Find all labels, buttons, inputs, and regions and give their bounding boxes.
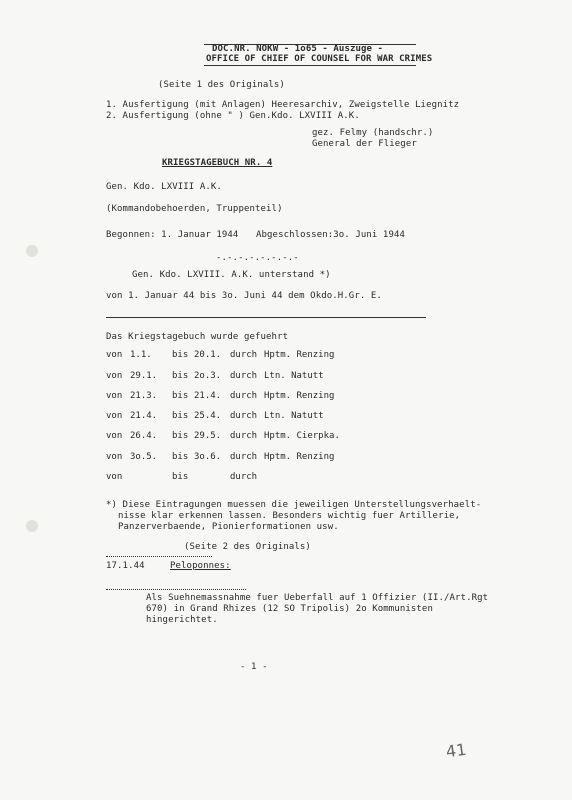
signature-line: gez. Felmy (handschr.): [312, 128, 434, 138]
dotted-line: [106, 556, 212, 557]
separator: -.-.-.-.-.-.-.-: [216, 253, 299, 263]
subordination: Gen. Kdo. LXVIII. A.K. unterstand *): [132, 270, 331, 280]
page-reference: (Seite 1 des Originals): [158, 80, 285, 90]
subordination-period: von 1. Januar 44 bis 3o. Juni 44 dem Okdo.H.Gr. E.: [106, 291, 382, 301]
page-reference: (Seite 2 des Originals): [184, 542, 311, 552]
unit-name: Gen. Kdo. LXVIII A.K.: [106, 182, 222, 192]
punch-hole: [26, 245, 38, 257]
entry-place: Peloponnes:: [170, 561, 231, 571]
dotted-line: [106, 589, 246, 590]
document-number: DOC.NR. NOKW - 1o65 - Auszuge -: [212, 44, 384, 54]
footnote-line: *) Diese Eintragungen muessen die jeweiligen Unterstellungsverhaelt-: [106, 500, 482, 510]
entry-text: Als Suehnemassnahme fuer Ueberfall auf 1 Offizier (II./Art.Rgt: [146, 593, 489, 603]
document-title: KRIEGSTAGEBUCH NR. 4: [162, 158, 273, 168]
period-ended: Abgeschlossen:3o. Juni 1944: [256, 230, 405, 240]
entry-text: 670) in Grand Rhizes (12 SO Tripolis) 2o Kommunisten: [146, 604, 433, 614]
footnote-line: nisse klar erkennen lassen. Besonders wichtig fuer Artillerie,: [118, 511, 461, 521]
distribution-line: 2. Ausfertigung (ohne " ) Gen.Kdo. LXVIII A.K.: [106, 111, 360, 121]
kept-by-label: Das Kriegstagebuch wurde gefuehrt: [106, 332, 289, 342]
entry-date: 17.1.44: [106, 561, 145, 571]
divider: [106, 317, 426, 318]
signature-rank: General der Flieger: [312, 139, 417, 149]
footnote-line: Panzerverbaende, Pionierformationen usw.: [118, 522, 339, 532]
period-begun: Begonnen: 1. Januar 1944: [106, 230, 239, 240]
document-page: DOC.NR. NOKW - 1o65 - Auszuge - OFFICE OF CHIEF OF COUNSEL FOR WAR CRIMES (Seite 1 des Originals) 1. Ausfertigung (mit Anlagen) Heeresarchiv, Zweigstelle Liegnitz 2. Ausfertigung (ohne " ) Gen.Kdo. LXVIII A.K. gez. Felmy (handschr.) General der Flieger KRIEGSTAGEBUCH NR. 4 Gen. Kdo. LXVIII A.K. (Kommandobehoerden, Truppenteil) Begonnen: 1. Januar 1944 Abgeschlossen:3o. Juni 1944 -.-.-.-.-.-.-.- Gen. Kdo. LXVIII. A.K. unterstand *) von 1. Januar 44 bis 3o. Juni 44 dem Okdo.H.Gr. E. Das Kriegstagebuch wurde gefuehrt von 1.1. bis 20.1. durch Hptm. Renzing von 29.1. bis 2o.3. durch Ltn. Natutt von 21.3. bis 21.4. durch Hptm. Renzing von 21.4. bis 25.4. durch Ltn. Natutt von 26.4. bis 29.5. durch Hptm. Cierpka. von 3o.5. bis 3o.6. durch Hptm. Renzing von bis durch *) Diese Eintragungen muessen die jeweiligen Unterstellungsverhaelt- nisse klar erkennen lassen. Besonders wichtig fuer Artillerie, Panzerverbaende, Pionierformationen usw. (Seite 2 des Originals) 17.1.44 Peloponnes: Als Suehnemassnahme fuer Ueberfall auf 1 Offizier (II./Art.Rgt 670) in Grand Rhizes (12 SO Tripolis) 2o Kommunisten hingerichtet. - 1 - 41: [0, 0, 572, 800]
office-line: OFFICE OF CHIEF OF COUNSEL FOR WAR CRIMES: [206, 54, 433, 64]
unit-note: (Kommandobehoerden, Truppenteil): [106, 204, 283, 214]
punch-hole: [26, 520, 38, 532]
corner-mark: 41: [444, 739, 468, 762]
page-number: - 1 -: [240, 662, 268, 672]
distribution-line: 1. Ausfertigung (mit Anlagen) Heeresarchiv, Zweigstelle Liegnitz: [106, 100, 460, 110]
entry-text: hingerichtet.: [146, 615, 218, 625]
